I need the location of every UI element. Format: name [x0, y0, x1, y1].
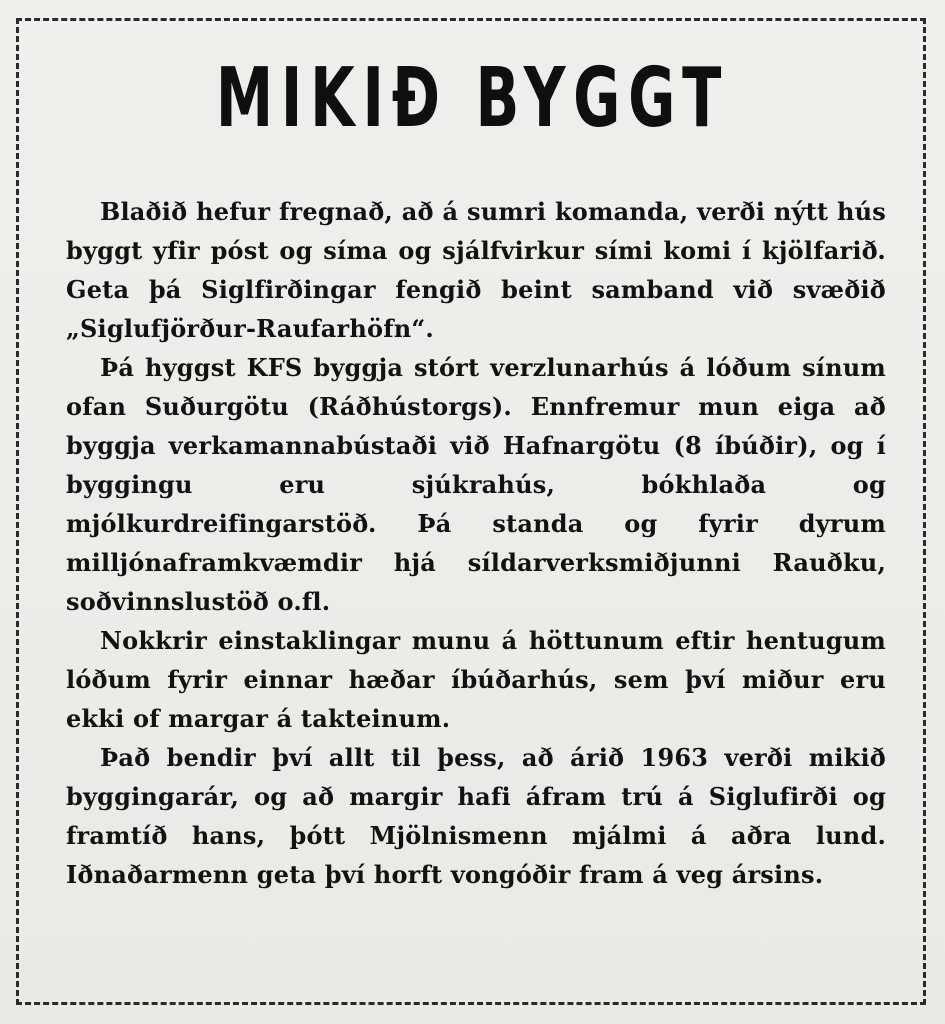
- paragraph-3: Nokkrir einstaklingar munu á höttunum eftir hentugum lóðum fyrir einnar hæðar íbúðarhús, sem því miður eru ekki of margar á takteinum.: [66, 626, 886, 733]
- article-body: [66, 192, 886, 894]
- headline: MIKIÐ BYGGT: [215, 51, 730, 146]
- paragraph-1: Blaðið hefur fregnað, að á sumri komanda, verði nýtt hús byggt yfir póst og síma og sjálfvirkur sími komi í kjölfarið. Geta þá Siglfirðingar fengið beint samband við svæðið „Siglufjörður-Raufarhöfn“.: [66, 197, 886, 343]
- paragraph-4: Það bendir því allt til þess, að árið 1963 verði mikið byggingarár, og að margir hafi áfram trú á Siglufirði og framtíð hans, þótt Mjölnismenn mjálmi á aðra lund. Iðnaðarmenn geta því horft vongóðir fram á veg ársins.: [66, 743, 886, 889]
- paragraph-2: Þá hyggst KFS byggja stórt verzlunarhús á lóðum sínum ofan Suðurgötu (Ráðhústorgs). Ennfremur mun eiga að byggja verkamannabústaði við Hafnargötu (8 íbúðir), og í byggingu eru sjúkrahús, bókhlaða og mjólkurdreifingarstöð. Þá standa og fyrir dyrum milljónaframkvæmdir hjá síldarverksmiðjunni Rauðku, soðvinnslustöð o.fl.: [66, 353, 886, 616]
